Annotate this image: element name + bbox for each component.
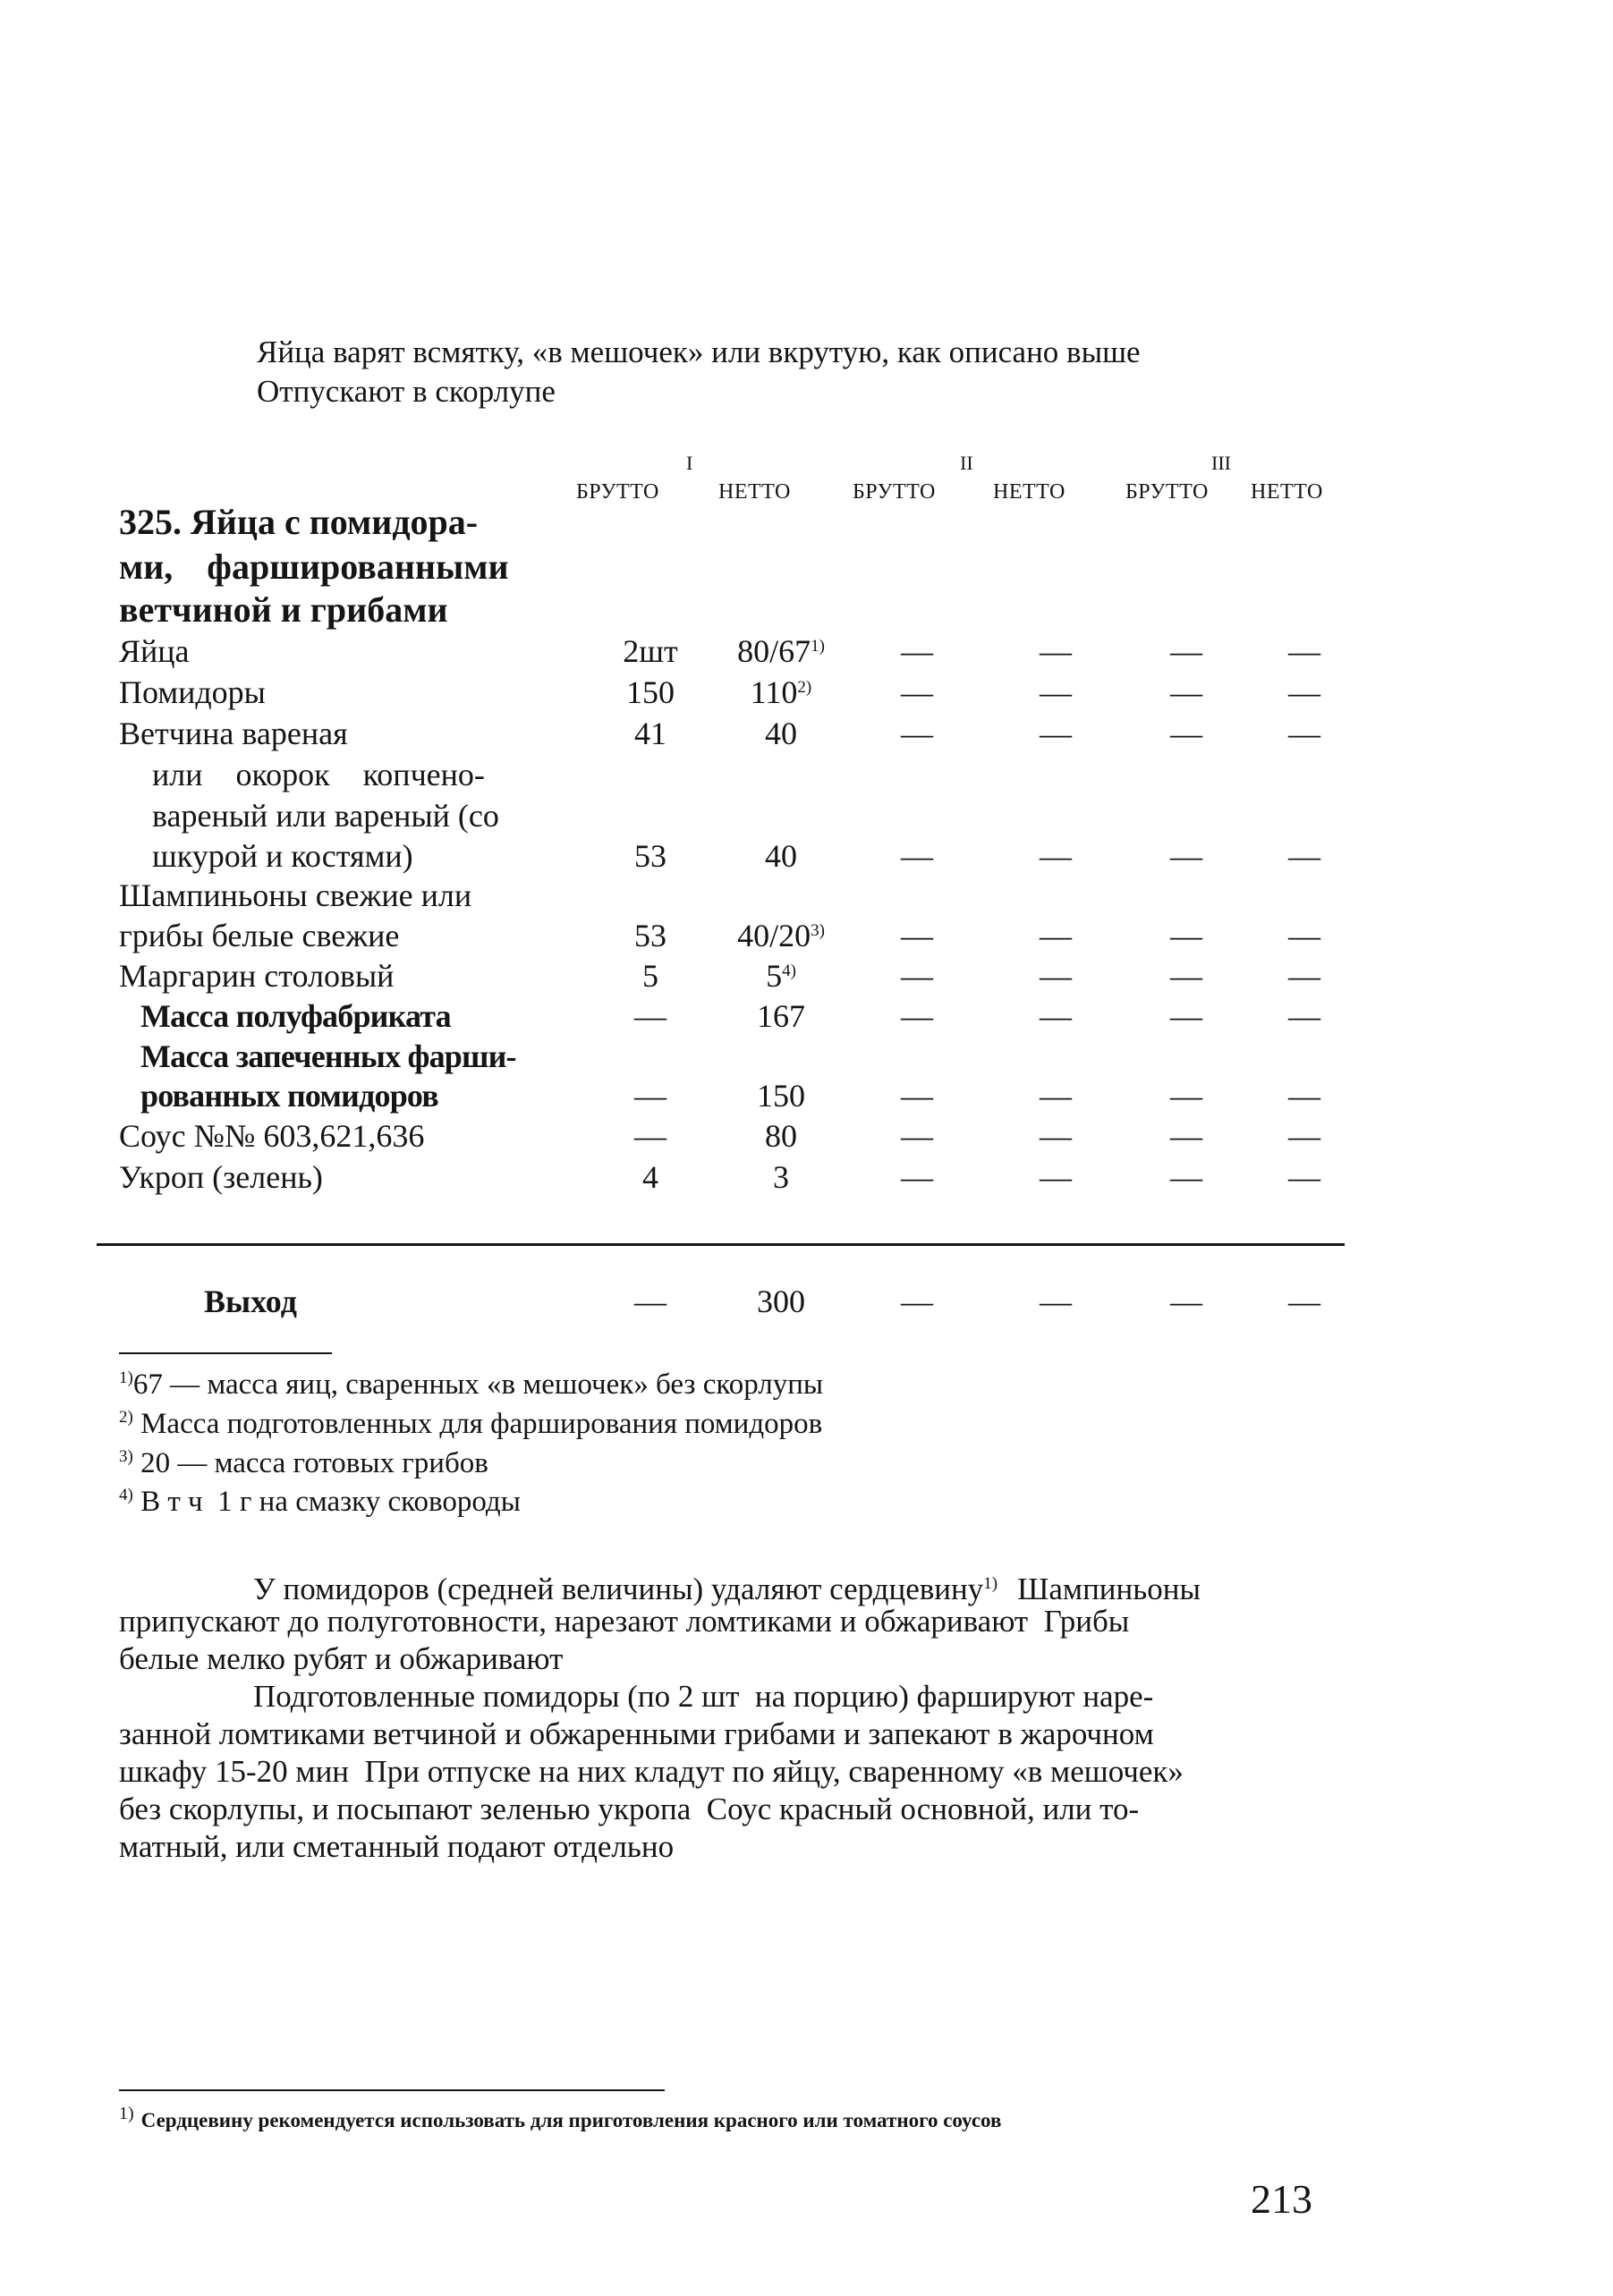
netto-sauce: 80 [765,1118,797,1154]
empty-value-dash: — [1170,918,1202,953]
empty-value-dash: — [1040,998,1072,1034]
footnote-mark: 3) [811,921,825,940]
footnote-mark: 2) [797,678,812,697]
empty-value-dash: — [1040,838,1072,874]
ingredient-label-smoked-ham-line-3: шкурой и костями) [152,838,413,874]
empty-value-dash: — [1040,1284,1072,1319]
empty-value-dash: — [1288,958,1320,994]
body-para-1-line-3: белые мелко рубят и обжаривают [119,1641,564,1676]
netto-baked-mass: 150 [757,1078,805,1114]
ingredient-label-ham: Ветчина вареная [119,716,348,751]
empty-value-dash: — [901,1118,933,1154]
ingredient-label-sauce: Соус №№ 603,621,636 [119,1118,425,1154]
empty-value-dash: — [1040,674,1072,710]
footnote-2: $^{2)}$ Масса подготовленных для фарширования помидоров [119,1408,823,1440]
ingredient-label-mushrooms-line-1: Шампиньоны свежие или [119,877,472,913]
ingredient-label-baked-mass-line-2: рованных помидоров [140,1078,438,1114]
netto-dill: 3 [773,1159,789,1195]
brutto-smoked-ham: 53 [634,838,666,874]
empty-value-dash: — [901,1284,933,1319]
empty-value-dash: — [901,633,933,669]
empty-value-dash: — [1170,674,1202,710]
body-para-2-line-3: шкафу 15-20 мин При отпуске на них кладут по яйцу, сваренному «в мешочек» [119,1754,1184,1789]
intro-line-2: Отпускают в скорлупе [257,374,556,409]
footnote-mark: 4) [782,962,796,980]
empty-value-dash: — [1288,1159,1320,1195]
body-para-2-line-2: занной ломтиками ветчиной и обжаренными грибами и запекают в жарочном [119,1716,1154,1751]
empty-value-dash: — [1288,918,1320,953]
ingredient-label-semifinished-mass: Масса полуфабриката [140,998,451,1034]
empty-value-dash: — [901,1078,933,1114]
empty-value-dash: — [901,998,933,1034]
ingredient-label-dill: Укроп (зелень) [119,1159,323,1195]
column-group-iii: III [1211,452,1231,474]
empty-value-dash: — [1288,633,1320,669]
intro-line-1: Яйца варят всмятку, «в мешочек» или вкрутую, как описано выше [257,335,1141,369]
empty-value-dash: — [1040,1118,1072,1154]
empty-value-dash: — [1040,918,1072,953]
brutto-ham: 41 [634,716,666,751]
netto-semifinished-mass: 167 [757,998,805,1034]
empty-value-dash: — [1040,1078,1072,1114]
empty-value-dash: — [1170,1118,1202,1154]
netto-eggs: 80/67$^{1)}$ [737,633,825,669]
empty-value-dash: — [1170,633,1202,669]
empty-value-dash: — [1170,998,1202,1034]
empty-value-dash: — [901,958,933,994]
brutto-eggs: 2шт [623,633,678,669]
brutto-semifinished-mass: — [634,998,666,1034]
empty-value-dash: — [1288,998,1320,1034]
ingredient-label-smoked-ham-line-2: вареный или вареный (со [152,798,499,834]
column-header-brutto-3: БРУТТО [1125,480,1209,504]
footnotes-rule [119,1352,332,1354]
empty-value-dash: — [1170,1159,1202,1195]
netto-mushrooms: 40/20$^{3)}$ [737,918,825,953]
footnote-mark: 1) [811,637,825,656]
page-footnote: $^{1)}$ Сердцевину рекомендуется использовать для приготовления красного или томатного соусов [119,2104,1002,2131]
ingredient-label-smoked-ham-line-1: или окорок копчено- [152,757,485,792]
empty-value-dash: — [901,716,933,751]
column-group-i: I [686,452,693,474]
empty-value-dash: — [1288,674,1320,710]
empty-value-dash: — [1288,1284,1320,1319]
ingredient-label-baked-mass-line-1: Масса запеченных фарши- [140,1038,516,1074]
column-header-netto-1: НЕТТО [718,480,791,504]
recipe-title-line-3: ветчиной и грибами [119,589,448,630]
ingredient-label-margarine: Маргарин столовый [119,958,395,994]
empty-value-dash: — [901,918,933,953]
empty-value-dash: — [1288,716,1320,751]
empty-value-dash: — [1040,958,1072,994]
empty-value-dash: — [1170,716,1202,751]
column-group-ii: II [960,452,973,474]
empty-value-dash: — [1288,1118,1320,1154]
ingredient-label-eggs: Яйца [119,633,190,669]
body-para-2-line-5: матный, или сметанный подают отдельно [119,1829,675,1864]
column-header-brutto-1: БРУТТО [576,480,659,504]
brutto-sauce: — [634,1118,666,1154]
column-header-brutto-2: БРУТТО [853,480,936,504]
netto-margarine: 5$^{4)}$ [766,958,796,994]
ingredient-label-tomatoes: Помидоры [119,674,266,710]
empty-value-dash: — [1170,958,1202,994]
body-para-2-line-1: Подготовленные помидоры (по 2 шт на порцию) фаршируют наре- [253,1679,1154,1714]
empty-value-dash: — [1040,716,1072,751]
column-header-netto-2: НЕТТО [993,480,1065,504]
body-para-2-line-4: без скорлупы, и посыпают зеленью укропа Соус красный основной, или то- [119,1792,1140,1826]
ingredient-label-mushrooms-line-2: грибы белые свежие [119,918,400,953]
empty-value-dash: — [901,1159,933,1195]
empty-value-dash: — [1170,838,1202,874]
empty-value-dash: — [1040,633,1072,669]
brutto-tomatoes: 150 [626,674,675,710]
brutto-margarine: 5 [642,958,658,994]
footnote-1: $^{1)}$67 — масса яиц, сваренных «в мешочек» без скорлупы [119,1368,824,1401]
empty-value-dash: — [1288,838,1320,874]
empty-value-dash: — [1288,1078,1320,1114]
brutto-baked-mass: — [634,1078,666,1114]
netto-smoked-ham: 40 [765,838,797,874]
page-footnote-rule [119,2089,665,2091]
output-label: Выход [204,1284,297,1319]
empty-value-dash: — [901,838,933,874]
column-header-netto-3: НЕТТО [1251,480,1323,504]
recipe-title-line-1: 325. Яйца с помидора- [119,502,479,542]
output-brutto: — [634,1284,666,1319]
empty-value-dash: — [1170,1078,1202,1114]
netto-ham: 40 [765,716,797,751]
brutto-mushrooms: 53 [634,918,666,953]
footnote-3: $^{3)}$ 20 — масса готовых грибов [119,1447,488,1479]
footnote-4: $^{4)}$ В т ч 1 г на смазку сковороды [119,1486,521,1518]
netto-tomatoes: 110$^{2)}$ [750,674,812,710]
body-para-1-line-2: припускают до полуготовности, нарезают ломтиками и обжаривают Грибы [119,1604,1130,1639]
empty-value-dash: — [1040,1159,1072,1195]
brutto-dill: 4 [642,1159,658,1195]
body-para-1-line-1: У помидоров (средней величины) удаляют сердцевину$^{1)}$ Шампиньоны [253,1572,1201,1606]
recipe-title-line-2: ми, фаршированными [119,546,509,587]
page-number: 213 [1251,2176,1312,2222]
empty-value-dash: — [1170,1284,1202,1319]
empty-value-dash: — [901,674,933,710]
output-netto: 300 [757,1284,805,1319]
table-separator-rule [97,1243,1345,1246]
